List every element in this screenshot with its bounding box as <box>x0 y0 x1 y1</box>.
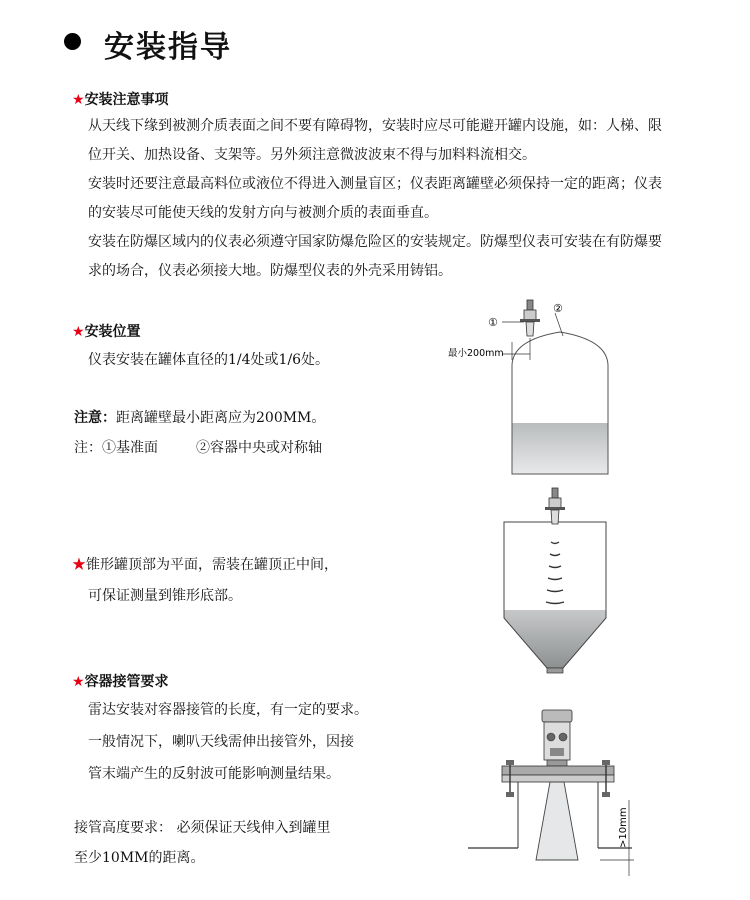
cone-text-1: 锥形罐顶部为平面，需装在罐顶正中间， <box>86 557 338 573</box>
tank-liquid <box>504 610 606 668</box>
tank-diagram-dome <box>440 296 640 480</box>
star-icon: ★ <box>72 557 86 573</box>
text-line: 雷达安装对容器接管的长度，有一定的要求。 <box>88 702 368 718</box>
cone-text-2: 可保证测量到锥形底部。 <box>88 588 242 604</box>
text-line: 安装在防爆区域内的仪表必须遵守国家防爆危险区的安装规定。防爆型仪表可安装在有防爆要 <box>88 234 662 250</box>
legend-line <box>74 437 322 457</box>
heading-text: 安装注意事项 <box>84 92 169 108</box>
note-text: 距离罐壁最小距离应为200MM。 <box>116 410 326 426</box>
note-label: 注意： <box>74 410 116 426</box>
nozzle-diagram <box>464 708 654 878</box>
heading-text: 安装位置 <box>84 324 141 340</box>
tank-diagram-cone <box>495 484 620 690</box>
legend-label: 注： <box>74 440 102 456</box>
section-heading-nozzle <box>72 671 169 691</box>
marker-2: ② <box>553 302 563 315</box>
marker-1: ① <box>488 316 498 329</box>
text-line: 求的场合，仪表必须接大地。防爆型仪表的外壳采用铸铝。 <box>88 263 452 279</box>
microwave-beam <box>546 542 564 604</box>
page-title: 安装指导 <box>104 30 232 65</box>
cone-tank-line-1 <box>72 554 338 574</box>
precautions-body <box>88 112 662 286</box>
text-line: 一般情况下，喇叭天线需伸出接管外，因接 <box>88 734 354 750</box>
star-icon: ★ <box>72 92 85 108</box>
text-line: 的安装尽可能使天线的发射方向与被测介质的表面垂直。 <box>88 205 438 221</box>
radar-gauge <box>520 300 540 336</box>
section-heading-position <box>72 321 141 341</box>
bullet-dot <box>64 33 81 50</box>
nozzle-body <box>88 694 368 790</box>
note-line <box>74 407 325 427</box>
text-line: 位开关、加热设备、支架等。另外须注意微波波束不得与加料料流相交。 <box>88 147 536 163</box>
dimension-label: >10mm <box>618 807 629 848</box>
legend-item-1: ①基准面 <box>102 440 158 456</box>
horn-antenna <box>536 782 578 860</box>
dimension-label: 最小200mm <box>448 348 504 359</box>
radar-gauge <box>545 488 565 524</box>
text-line: 管末端产生的反射波可能影响测量结果。 <box>88 766 340 782</box>
position-text: 仪表安装在罐体直径的1/4处或1/6处。 <box>88 352 330 368</box>
tank-liquid <box>512 423 608 474</box>
nozzle-req-1: 接管高度要求： 必须保证天线伸入到罐里 <box>74 820 331 836</box>
text-line: 安装时还要注意最高料位或液位不得进入测量盲区；仪表距离罐壁必须保持一定的距离；仪表 <box>88 176 662 192</box>
star-icon: ★ <box>72 674 85 690</box>
legend-item-2: ②容器中央或对称轴 <box>196 440 322 456</box>
nozzle-req-2: 至少10MM的距离。 <box>74 850 205 866</box>
star-icon: ★ <box>72 324 85 340</box>
text-line: 从天线下缘到被测介质表面之间不要有障碍物，安装时应尽可能避开罐内设施，如：人梯、限 <box>88 118 662 134</box>
section-heading-precautions <box>72 89 169 109</box>
outlet-flange <box>547 668 563 673</box>
radar-head <box>542 710 572 766</box>
heading-text: 容器接管要求 <box>84 674 169 690</box>
